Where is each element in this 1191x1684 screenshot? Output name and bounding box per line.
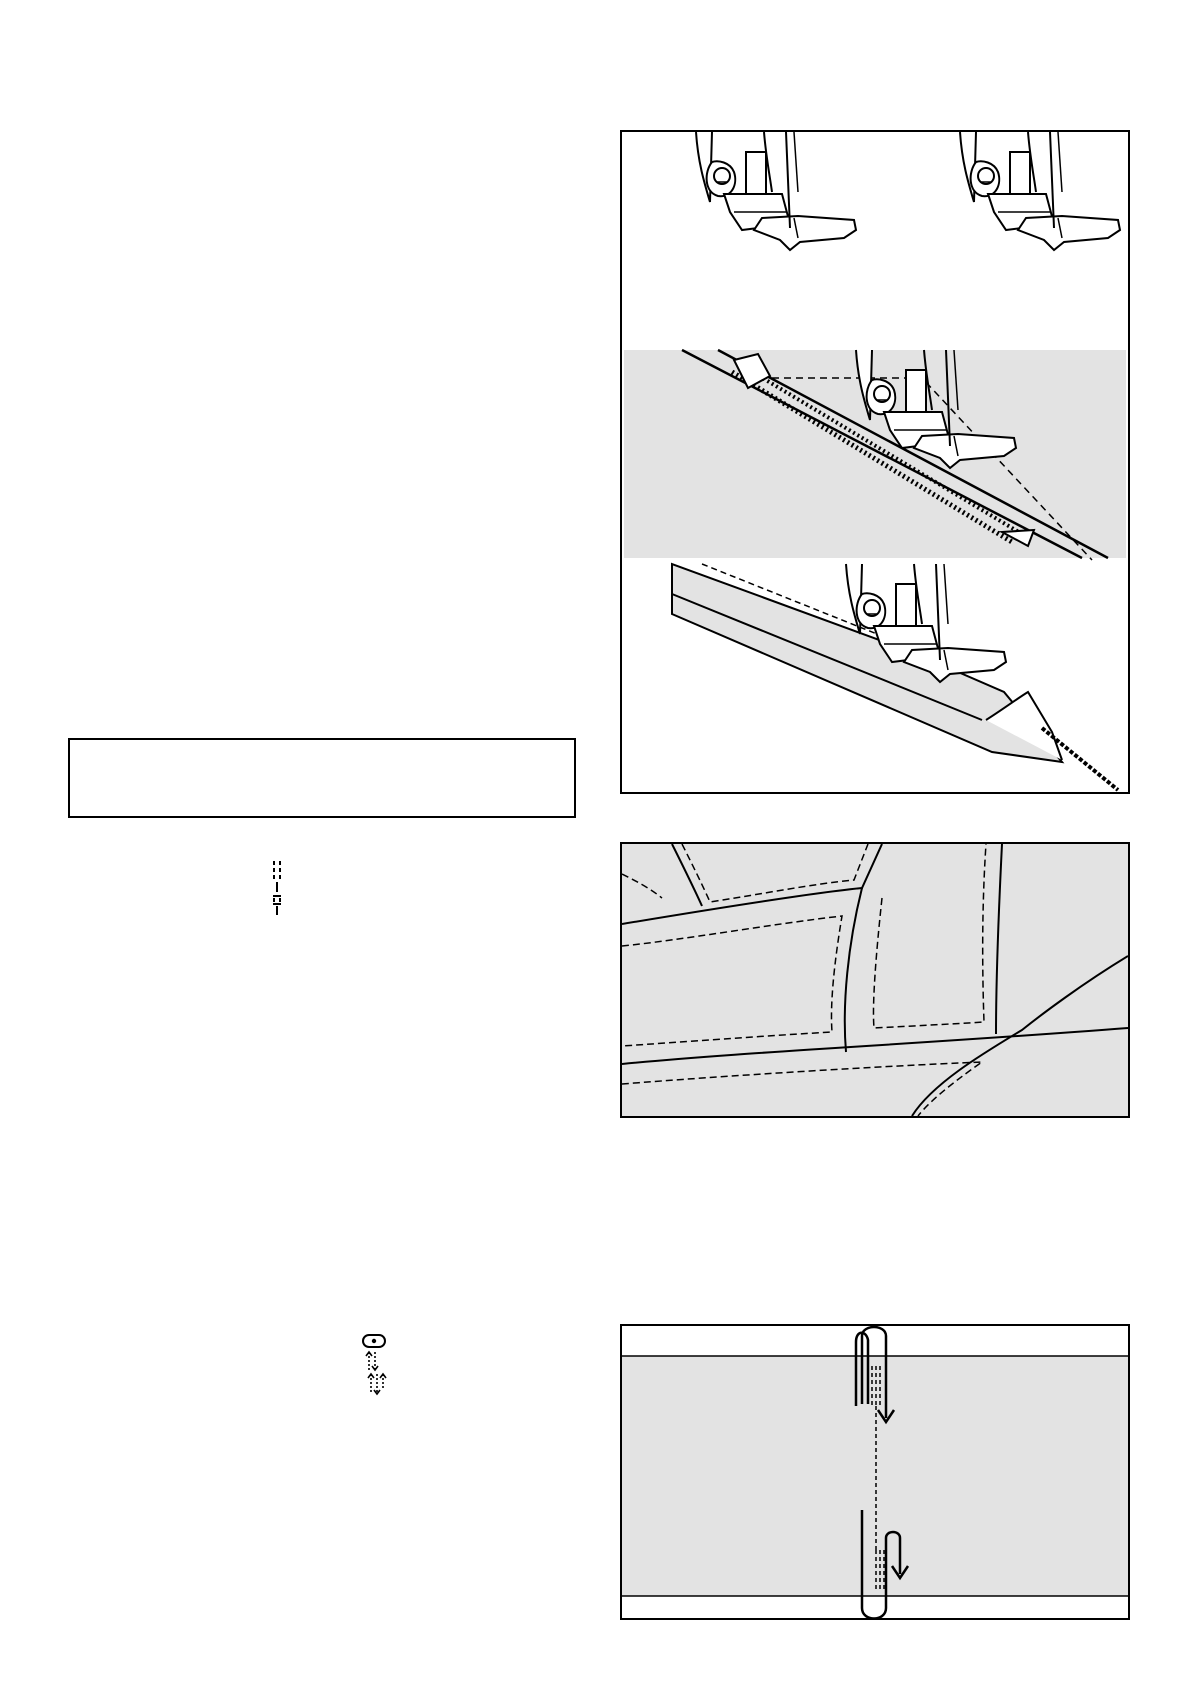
bartack-reverse-icon xyxy=(368,1374,386,1394)
stitch-symbol-group-b xyxy=(362,1334,388,1396)
presser-foot-figure xyxy=(620,130,1130,794)
needle-position-icon xyxy=(363,1335,385,1347)
topstitching-figure xyxy=(620,842,1130,1118)
bartack-forward-icon xyxy=(366,1352,378,1370)
topstitching-patchwork-illustration xyxy=(622,844,1128,1116)
straight-stitch-double-icon xyxy=(270,860,284,916)
presser-foot-illustration xyxy=(622,132,1128,792)
note-box xyxy=(68,738,576,818)
seam-securing-figure xyxy=(620,1324,1130,1620)
straight-stitch-triple-icon xyxy=(273,896,281,915)
stitch-symbol-group-a xyxy=(270,860,284,916)
seam-securing-illustration xyxy=(622,1326,1128,1618)
